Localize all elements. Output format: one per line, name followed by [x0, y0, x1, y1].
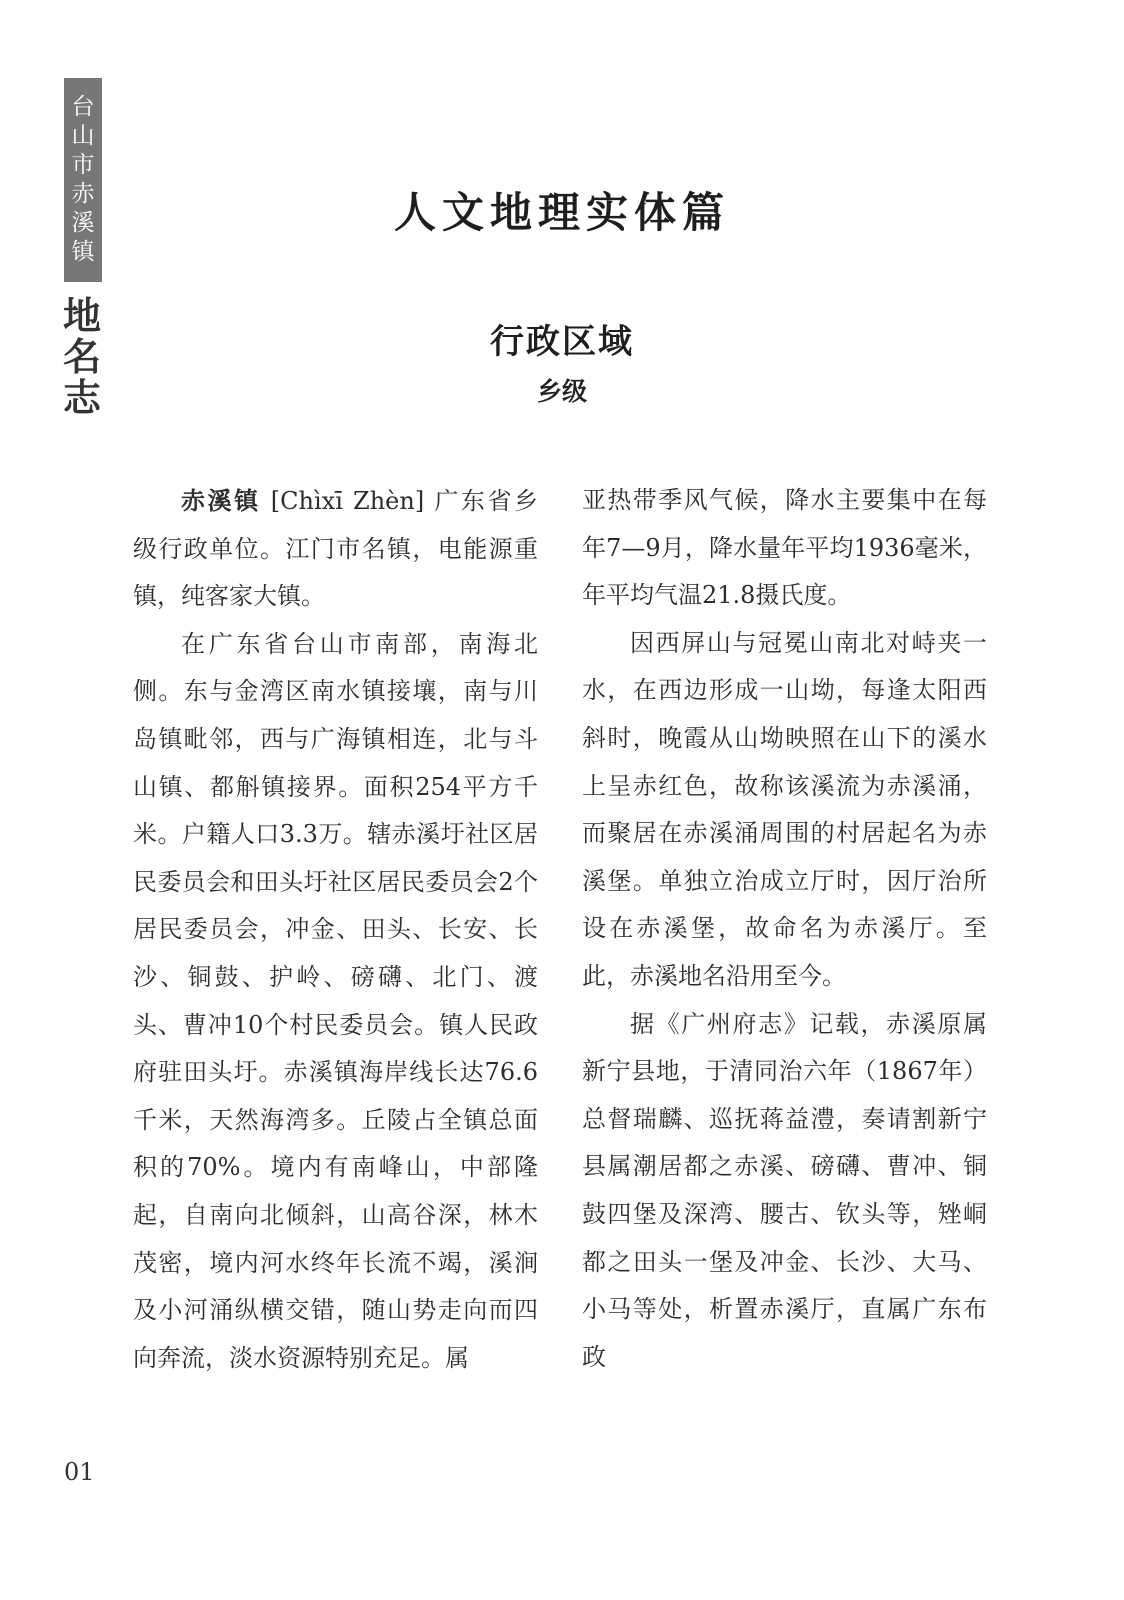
- logo-char: 志: [62, 376, 101, 420]
- entry-paragraph-intro: [133, 477, 538, 621]
- chapter-title: 人文地理实体篇: [393, 188, 730, 237]
- logo-char: 名: [62, 335, 101, 379]
- right-column: [582, 477, 987, 1381]
- entry-paragraph-geography: 在广东省台山市南部，南海北侧。东与金湾区南水镇接壤，南与川岛镇毗邻，西与广海镇相连，北与斗山镇、都斛镇接界。面积254平方千米。户籍人口3.3万。辖赤溪圩社区居民委员会和田头圩社区居民委员会2个居民委员会，冲金、田头、长安、长沙、铜鼓、护岭、磅礴、北门、渡头、曹冲10个村民委员会。镇人民政府驻田头圩。赤溪镇海岸线长达76.6千米，天然海湾多。丘陵占全镇总面积的70%。境内有南峰山，中部隆起，自南向北倾斜，山高谷深，林木茂密，境内河水终年长流不竭，溪涧及小河涌纵横交错，随山势走向而四向奔流，淡水资源特别充足。属: [133, 629, 538, 1372]
- left-column: [133, 477, 538, 1382]
- entry-paragraph-name-origin: 因西屏山与冠冕山南北对峙夹一水，在西边形成一山坳，每逢太阳西斜时，晚霞从山坳映照在山下的溪水上呈赤红色，故称该溪流为赤溪涌，而聚居在赤溪涌周围的村居起名为赤溪堡。单独立治成立厅时，因厅治所设在赤溪堡，故命名为赤溪厅。至此，赤溪地名沿用至今。: [582, 628, 987, 990]
- book-title-char: 镇: [71, 239, 95, 265]
- book-title-char: 山: [71, 123, 95, 149]
- logo-char: 地: [62, 294, 101, 338]
- subsection-title: 乡级: [536, 377, 587, 406]
- book-title-char: 赤: [71, 181, 95, 207]
- entry-intro-text: [Chìxī Zhèn] 广东省乡级行政单位。江门市名镇，电能源重镇，纯客家大镇。: [133, 487, 538, 611]
- book-title-char: 市: [71, 152, 95, 178]
- entry-paragraph-climate-cont: 亚热带季风气候，降水主要集中在每年7—9月，降水量年平均1936毫米，年平均气温21.8摄氏度。: [582, 486, 987, 610]
- book-title-char: 溪: [71, 210, 95, 236]
- entry-paragraph-history: 据《广州府志》记载，赤溪原属新宁县地，于清同治六年（1867年）总督瑞麟、巡抚蒋益澧，奏请割新宁县属潮居都之赤溪、磅礴、曹冲、铜鼓四堡及深湾、腰古、钦头等，矬峒都之田头一堡及冲金、长沙、大马、小马等处，析置赤溪厅，直属广东布政: [582, 1009, 987, 1371]
- book-title-char: 台: [71, 94, 95, 120]
- section-title: 行政区域: [490, 322, 634, 362]
- entry-term: 赤溪镇: [181, 486, 261, 515]
- page-number: 01: [64, 1458, 95, 1486]
